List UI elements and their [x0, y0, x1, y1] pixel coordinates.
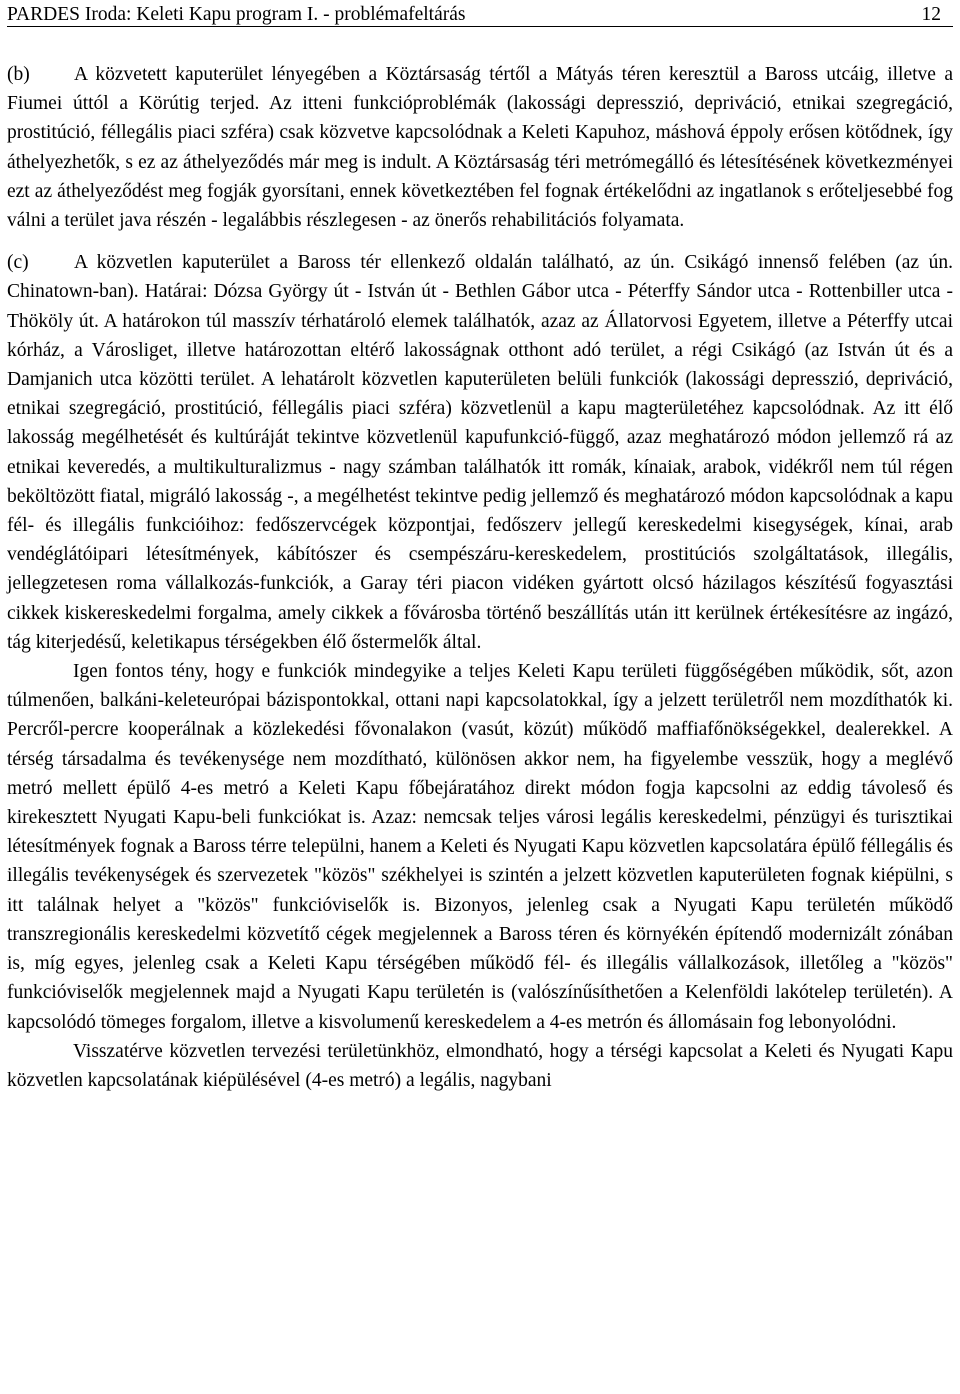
sentence: Határai: Dózsa György út - István út - Bethlen Gábor utca - Péterffy Sándor utca - Rottenbiller utca - Thököly út.: [7, 281, 953, 332]
sentence: A térség társadalma és tevékenysége nem mozdítható, különösen akkor nem, ha figyelembe vesszük, hogy a meglévő metró mellett épülő 4-es metró a Keleti Kapu főbejáratához direkt módon fogja kapcsolni az eddig távoleső és kirekesztett Nyugati Kapu-beli funkciókat is.: [7, 719, 954, 829]
paragraph-b: [7, 60, 953, 235]
paragraph-functions: [7, 657, 953, 1037]
paragraph-c: [7, 248, 953, 657]
sentence: A határokon túl masszív térhatároló elemek találhatók, azaz az Állatorvosi Egyetem, illetve a Péterffy utcai kórház, a Városliget, illetve határozottan eltérő lakosságnak otthont adó terület, a régi Csikágó (az István út és a Damjanich utca közötti terület.: [7, 310, 953, 391]
sentence: Az itteni funkcióproblémák (lakossági depresszió, depriváció, etnikai szegregáció, prostitúció, féllegális piaci szféra) csak közvetve kapcsolódnak a Keleti Kapuhoz, máshová éppoly erősen kötődnek, így áthelyezhetők, s ez az áthelyeződés már meg is indult.: [7, 93, 953, 173]
sentence: A közvetlen kaputerület a Baross tér ellenkező oldalán található, az ún.: [74, 252, 675, 274]
sentence: Csikágó innenső felében (az ún. Chinatown-ban).: [7, 252, 953, 303]
page-number: 12: [921, 4, 941, 25]
paragraph-label: (b): [7, 64, 30, 85]
sentence: Visszatérve közvetlen tervezési területünkhöz, elmondható, hogy a térségi kapcsolat a Keleti és Nyugati Kapu közvetlen kapcsolatának kiépülésével (4-es metró) a legális, nagybani: [7, 1040, 953, 1091]
paragraph-label: (c): [7, 252, 29, 274]
sentence: A lehatárolt közvetlen kaputerületen belüli funkciók (lakossági depresszió, depriváció, etnikai szegregáció, prostitúció, féllegális piaci szféra) közvetlenül a kapu magterületéhez kapcsolódnak.: [7, 369, 953, 420]
sentence: Igen fontos tény, hogy e funkciók mindegyike a teljes Keleti Kapu területi függőségében működik, sőt, azon túlmenően, balkáni-keleteurópai bázispontokkal, ottani napi kapcsolatokkal, így a jelzett területről nem mozdíthatók ki.: [7, 661, 953, 712]
sentence: Percről-percre kooperálnak a közlekedési fővonalakon (vasút, közút) működő maffiafőnökségekkel, dealerekkel.: [7, 719, 931, 741]
sentence: A közvetett kaputerület lényegében a Köztársaság tértől a Mátyás téren keresztül a Baross utcáig, illetve a Fiumei úttól a Körútig terjed.: [7, 64, 953, 115]
sentence: A Köztársaság téri metrómegálló és létesítésének következményei ezt az áthelyeződést meg fogják gyorsítani, ennek következtében fel fognak értékelődni az ingatlanok s erőteljesebbé fog válni a terület java részén - legalábbis részlegesen - az önerős rehabilitációs folyamata.: [7, 151, 953, 232]
document-body: [7, 60, 953, 1095]
sentence: A kapcsolódó tömeges forgalom, illetve a kisvolumenű kereskedelem a 4-es metrón és állomásain fog lebonyolódni.: [7, 982, 953, 1033]
sentence: Bizonyos, jelenleg csak a Nyugati Kapu területén működő transzregionális kereskedelmi közvetítő cégek megjelennek a Baross téren és környékén építendő modernizált zónában is, míg egyes, jelenleg csak a Keleti Kapu térségében működő fél- és illegális vállalkozások, illetőleg a "közös" funkcióviselők megjelennek majd a Nyugati Kapu területén is (valószínűsíthetően a Kelenföldi lakótelep területén).: [7, 894, 953, 1004]
document-page: [7, 0, 953, 1095]
header-title: PARDES Iroda: Keleti Kapu program I. - problémafeltárás: [7, 4, 466, 25]
page-header: [7, 0, 953, 27]
sentence: Az itt élő lakosság megélhetését és kultúráját tekintve közvetlenül kapufunkció-függő, azaz meghatározó módon jellemző rá az etnikai keveredés, a multikulturalizmus - nagy számban találhatók itt romák, kínaiak, arabok, vidékről nem túl régen beköltözött fiatal, migráló lakosság -, a megélhetést tekintve pedig jellemző és meghatározó módon kapcsolódnak a kapu fél- és illegális funkcióihoz: fedőszervcégek központjai, fedőszerv jellegű kereskedelmi kisegységek, kínai, arab vendéglátóipari létesítmények, kábítószer és csempészáru-kereskedelem, prostitúciós szolgáltatások, illegális, jellegzetesen roma vállalkozás-funkciók, a Garay téri piacon vidéken gyártott olcsó házilagos készítésű fogyasztási cikkek kiskereskedelmi forgalma, amely cikkek a fővárosba történő beszállítás után itt kerülnek értékesítésre az ingázó, tág kiterjedésű, keletikapus térségekben élő őstermelők által.: [7, 398, 953, 653]
paragraph-planning-area: [7, 1037, 953, 1095]
sentence: Azaz: nemcsak teljes városi legális kereskedelmi, pénzügyi és turisztikai létesítmények fognak a Baross térre települni, hanem a Keleti és Nyugati Kapu közvetlen kapcsolatára épülő féllegális és illegális tevékenységek és szervezetek "közös" székhelyei is szintén a jelzett közvetlen kaputerületen fognak kiépülni, s itt találnak helyet a "közös" funkcióviselők is.: [7, 807, 953, 916]
